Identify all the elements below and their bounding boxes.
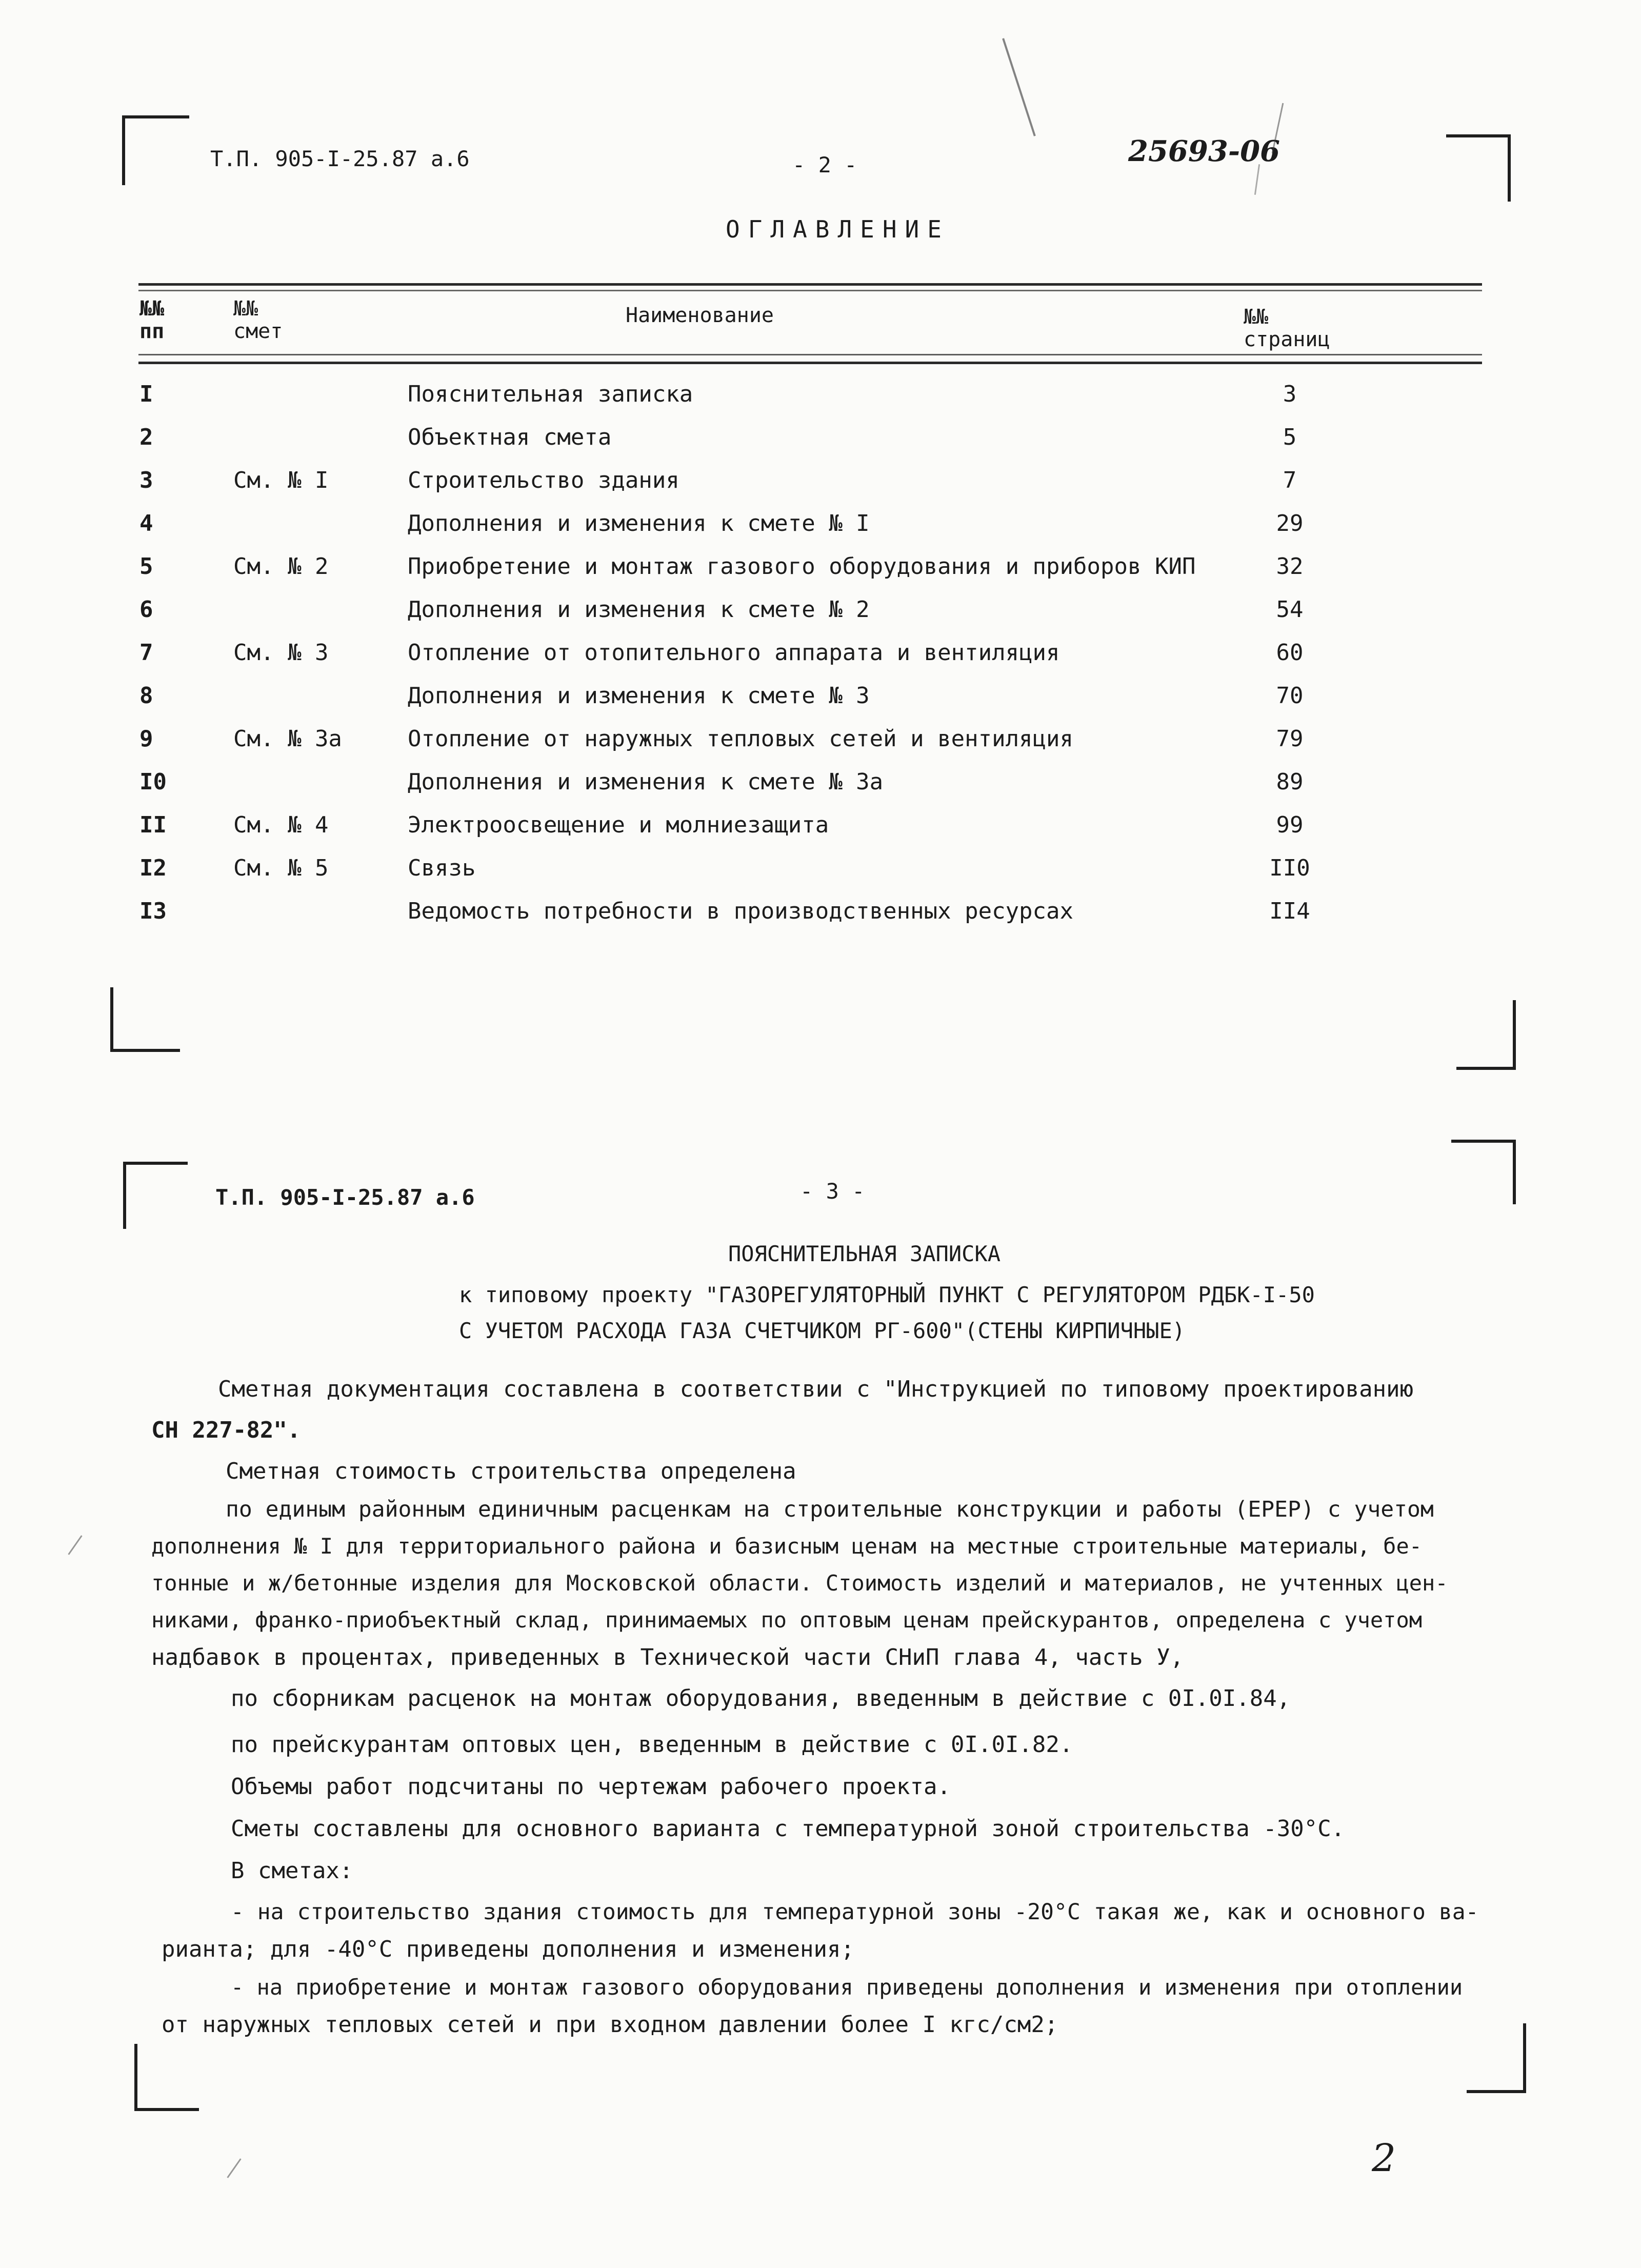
paragraph-line: Сметная документация составлена в соответствии с "Инструкцией по типовому проектированию xyxy=(218,1376,1414,1402)
col-header-pages: №№ страниц xyxy=(1244,305,1330,351)
paragraph-line: Сметы составлены для основного варианта с температурной зоной строительства -30°С. xyxy=(231,1816,1345,1842)
document-code: Т.П. 905-I-25.87 а.6 xyxy=(215,1185,475,1210)
col-header-num: №№ пп xyxy=(139,297,165,343)
table-header-rule xyxy=(138,354,1482,355)
table-row: 9 См. № 3а Отопление от наружных тепловых сетей и вентиляция 79 xyxy=(139,726,1304,752)
corner-mark-bottom-left xyxy=(110,987,180,1052)
corner-mark-top-right xyxy=(1446,134,1511,202)
note-subtitle-line-2: С УЧЕТОМ РАСХОДА ГАЗА СЧЕТЧИКОМ РГ-600"(СТЕНЫ КИРПИЧНЫЕ) xyxy=(459,1318,1186,1343)
toc-title: ОГЛАВЛЕНИЕ xyxy=(726,215,950,243)
table-top-rule xyxy=(138,283,1482,286)
note-subtitle-line-1: к типовому проекту "ГАЗОРЕГУЛЯТОРНЫЙ ПУНКТ С РЕГУЛЯТОРОМ РДБК-I-50 xyxy=(459,1282,1315,1307)
corner-mark-top-left xyxy=(123,1162,188,1229)
table-row: 5 См. № 2 Приобретение и монтаж газового оборудования и приборов КИП 32 xyxy=(139,553,1304,580)
table-row: 3 См. № I Строительство здания 7 xyxy=(139,467,1297,493)
paragraph-line: рианта; для -40°С приведены дополнения и изменения; xyxy=(162,1936,855,1962)
paragraph-line: по сборникам расценок на монтаж оборудования, введенным в действие с 0I.0I.84, xyxy=(231,1685,1291,1712)
note-title: ПОЯСНИТЕЛЬНАЯ ЗАПИСКА xyxy=(728,1241,1001,1266)
paragraph-line: по прейскурантам оптовых цен, введенным в действие с 0I.0I.82. xyxy=(231,1732,1073,1758)
table-row: I2 См. № 5 Связь II0 xyxy=(139,855,1310,881)
table-row: 2 Объектная смета 5 xyxy=(139,424,1297,450)
document-code: Т.П. 905-I-25.87 а.6 xyxy=(210,146,470,171)
paragraph-line: от наружных тепловых сетей и при входном давлении более I кгс/см2; xyxy=(162,2012,1058,2038)
table-top-rule-2 xyxy=(138,290,1482,291)
paragraph-line: - на строительство здания стоимость для температурной зоны -20°С такая же, как и основного ва- xyxy=(231,1899,1479,1925)
paragraph-line: по единым районным единичным расценкам на строительные конструкции и работы (ЕРЕР) с учетом xyxy=(226,1497,1434,1522)
corner-mark-top-left xyxy=(122,115,189,185)
table-row: II См. № 4 Электроосвещение и молниезащита 99 xyxy=(139,812,1304,838)
page-number: - 2 - xyxy=(792,152,857,177)
paragraph-line: - на приобретение и монтаж газового оборудования приведены дополнения и изменения при отоплении xyxy=(231,1975,1463,2000)
paragraph-line: В сметах: xyxy=(231,1858,353,1884)
corner-mark-bottom-right xyxy=(1467,2023,1526,2093)
pencil-stroke xyxy=(1254,164,1260,195)
paragraph-line: Сметная стоимость строительства определена xyxy=(226,1458,796,1484)
handwritten-page-number: 2 xyxy=(1372,2136,1396,2180)
paragraph-line: СН 227-82". xyxy=(151,1417,301,1443)
col-header-name: Наименование xyxy=(626,304,774,327)
paragraph-line: тонные и ж/бетонные изделия для Московской области. Стоимость изделий и материалов, не учтенных цен- xyxy=(151,1570,1448,1596)
table-row: I Пояснительная записка 3 xyxy=(139,381,1297,407)
table-header-rule-2 xyxy=(138,362,1482,364)
paragraph-line: надбавок в процентах, приведенных в Технической части СНиП глава 4, часть У, xyxy=(151,1644,1184,1670)
paragraph-line: никами, франко-приобъектный склад, принимаемых по оптовым ценам прейскурантов, определена с учетом xyxy=(151,1607,1423,1633)
pencil-stroke xyxy=(68,1535,82,1555)
corner-mark-bottom-right xyxy=(1456,1000,1516,1070)
table-row: 6 Дополнения и изменения к смете № 2 54 xyxy=(139,596,1304,623)
col-header-estimate: №№ смет xyxy=(233,297,283,343)
page-number: - 3 - xyxy=(800,1179,865,1204)
table-row: I3 Ведомость потребности в производственных ресурсах II4 xyxy=(139,898,1310,924)
table-row: 4 Дополнения и изменения к смете № I 29 xyxy=(139,510,1304,536)
table-row: 7 См. № 3 Отопление от отопительного аппарата и вентиляция 60 xyxy=(139,640,1304,666)
corner-mark-top-right xyxy=(1451,1140,1516,1204)
handwritten-code: 25693-06 xyxy=(1128,134,1280,168)
paragraph-line: Объемы работ подсчитаны по чертежам рабочего проекта. xyxy=(231,1774,951,1800)
table-row: I0 Дополнения и изменения к смете № 3а 89 xyxy=(139,769,1304,795)
paragraph-line: дополнения № I для территориального района и базисным ценам на местные строительные материалы, бе- xyxy=(151,1534,1423,1559)
table-row: 8 Дополнения и изменения к смете № 3 70 xyxy=(139,683,1304,709)
corner-mark-bottom-left xyxy=(134,2044,199,2111)
pencil-stroke xyxy=(227,2158,241,2178)
pencil-stroke xyxy=(1002,38,1036,136)
